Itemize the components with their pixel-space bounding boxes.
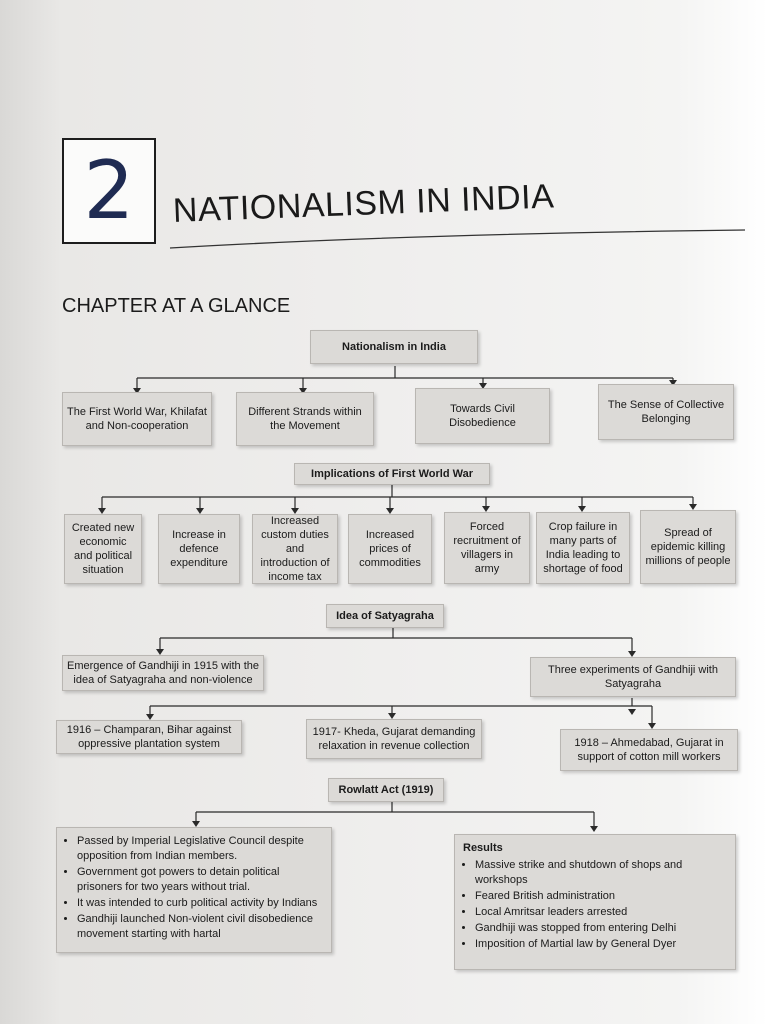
result-item: • Gandhiji was stopped from entering Delhi: [475, 921, 727, 936]
three-experiments-box: Three experiments of Gandhiji with Satyagraha: [530, 657, 736, 697]
rowlatt-results-box: [454, 834, 736, 970]
rowlatt-point: • Passed by Imperial Legislative Council despite opposition from Indian members.: [77, 834, 323, 864]
implication-item-5: Forced recruitment of villagers in army: [444, 512, 530, 584]
implication-item-1: Created new economic and political situation: [64, 514, 142, 584]
result-item: • Local Amritsar leaders arrested: [475, 905, 727, 920]
implication-item-3: Increased custom duties and introduction of income tax: [252, 514, 338, 584]
implication-item-4: Increased prices of commodities: [348, 514, 432, 584]
result-item: • Feared British administration: [475, 889, 727, 904]
results-heading: Results: [463, 842, 503, 854]
implication-item-2: Increase in defence expenditure: [158, 514, 240, 584]
chapter-number: 2: [83, 144, 135, 237]
root-box: Nationalism in India: [310, 330, 478, 364]
branch-collective-belonging: The Sense of Collective Belonging: [598, 384, 734, 440]
section-heading: CHAPTER AT A GLANCE: [62, 295, 291, 317]
rowlatt-point: • Government got powers to detain political prisoners for two years without trial.: [77, 865, 323, 895]
rowlatt-point: • Gandhiji launched Non-violent civil disobedience movement starting with hartal: [77, 912, 323, 942]
experiment-kheda: 1917- Kheda, Gujarat demanding relaxation in revenue collection: [306, 719, 482, 759]
implication-item-7: Spread of epidemic killing millions of people: [640, 510, 736, 584]
rowlatt-title: Rowlatt Act (1919): [328, 778, 444, 802]
experiment-champaran: 1916 – Champaran, Bihar against oppressive plantation system: [56, 720, 242, 754]
rowlatt-point: • It was intended to curb political activity by Indians: [77, 896, 323, 911]
chapter-title: NATIONALISM IN INDIA: [172, 177, 555, 230]
implication-item-6: Crop failure in many parts of India leading to shortage of food: [536, 512, 630, 584]
result-item: • Imposition of Martial law by General Dyer: [475, 937, 727, 952]
rowlatt-provisions-box: [56, 827, 332, 953]
implications-title: Implications of First World War: [294, 463, 490, 485]
satyagraha-title: Idea of Satyagraha: [326, 604, 444, 628]
branch-civil-disobedience: Towards Civil Disobedience: [415, 388, 550, 444]
experiment-ahmedabad: 1918 – Ahmedabad, Gujarat in support of cotton mill workers: [560, 729, 738, 771]
branch-different-strands: Different Strands within the Movement: [236, 392, 374, 446]
gandhiji-emergence-box: Emergence of Gandhiji in 1915 with the idea of Satyagraha and non-violence: [62, 655, 264, 691]
branch-first-world-war: The First World War, Khilafat and Non-cooperation: [62, 392, 212, 446]
result-item: • Massive strike and shutdown of shops and workshops: [475, 858, 727, 888]
